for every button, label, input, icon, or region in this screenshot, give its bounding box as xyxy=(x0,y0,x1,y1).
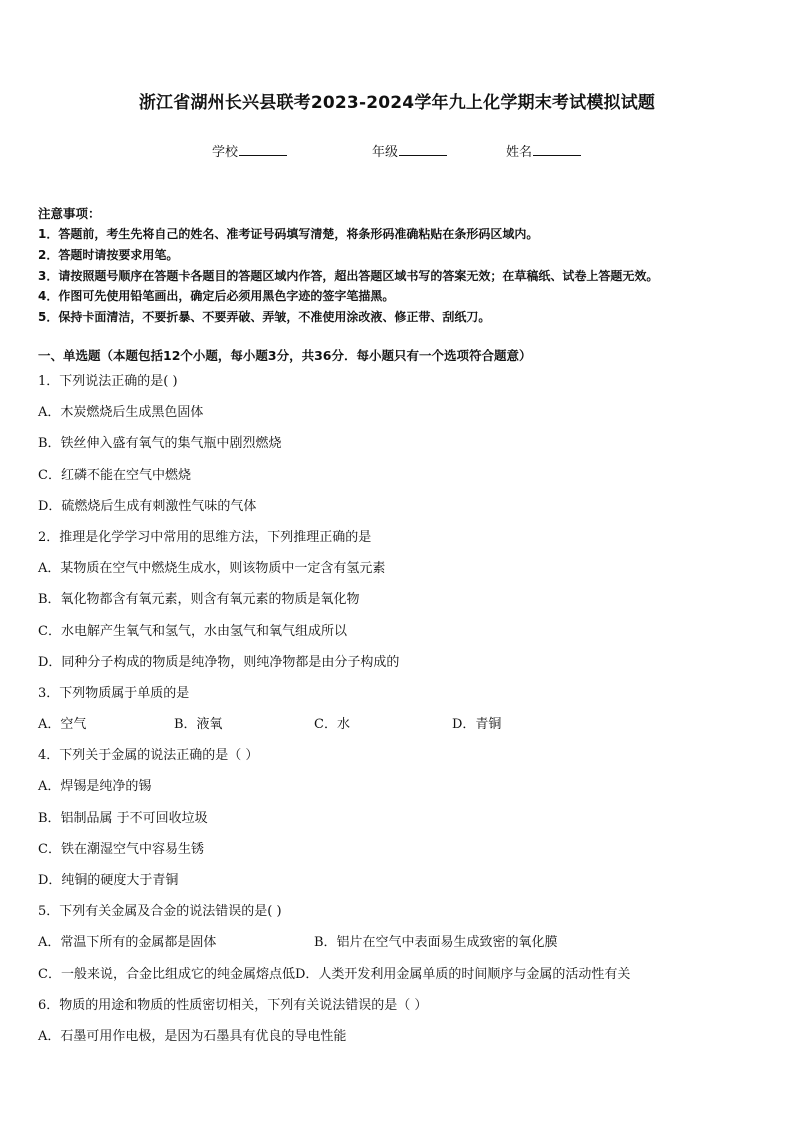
option: D．同种分子构成的物质是纯净物，则纯净物都是由分子构成的 xyxy=(38,654,400,670)
option: C．红磷不能在空气中燃烧 xyxy=(38,467,191,483)
name-blank xyxy=(533,142,581,156)
option: A．空气 xyxy=(38,717,87,733)
name-field xyxy=(506,141,581,160)
notice-list xyxy=(38,224,778,328)
notice-heading: 注意事项： xyxy=(38,206,101,221)
question-stem: 4．下列关于金属的说法正确的是（ ） xyxy=(38,748,259,764)
school-label: 学校 xyxy=(212,145,239,160)
notice-item: 2．答题时请按要求用笔。 xyxy=(38,247,179,262)
question-stem: 1．下列说法正确的是( ) xyxy=(38,374,178,389)
notice-item: 4．作图可先使用铅笔画出，确定后必须用黑色字迹的签字笔描黑。 xyxy=(38,289,395,304)
question-stem: 6．物质的用途和物质的性质密切相关，下列有关说法错误的是（ ） xyxy=(38,997,428,1013)
grade-label: 年级 xyxy=(372,145,399,160)
option: D．纯铜的硬度大于青铜 xyxy=(38,873,179,888)
notice-item: 1．答题前，考生先将自己的姓名、准考证号码填写清楚，将条形码准确粘贴在条形码区域内。 xyxy=(38,227,539,241)
option: A．某物质在空气中燃烧生成水，则该物质中一定含有氢元素 xyxy=(38,561,386,577)
option: B．铁丝伸入盛有氧气的集气瓶中剧烈燃烧 xyxy=(38,436,282,452)
option: B．铝制品属 于不可回收垃圾 xyxy=(38,810,208,826)
question-stem: 3．下列物质属于单质的是 xyxy=(38,685,190,701)
grade-field xyxy=(372,141,447,160)
option: A．木炭燃烧后生成黑色固体 xyxy=(38,405,204,421)
option-row xyxy=(38,931,778,962)
option: B．液氧 xyxy=(174,717,223,733)
question-stem: 5．下列有关金属及合金的说法错误的是( ) xyxy=(38,904,282,920)
question-stem: 2．推理是化学学习中常用的思维方法，下列推理正确的是 xyxy=(38,529,372,545)
option: B．铝片在空气中表面易生成致密的氧化膜 xyxy=(314,935,558,951)
option-row xyxy=(38,713,778,744)
section-heading: 一、单选题（本题包括12个小题，每小题3分，共36分．每小题只有一个选项符合题意） xyxy=(38,348,532,363)
option: A．石墨可用作电极，是因为石墨具有优良的导电性能 xyxy=(38,1028,347,1044)
option: D．青铜 xyxy=(452,717,502,733)
notice-item: 5．保持卡面清洁，不要折暴、不要弄破、弄皱，不准使用涂改液、修正带、刮纸刀。 xyxy=(38,310,491,325)
grade-blank xyxy=(399,142,447,156)
exam-title: 浙江省湖州长兴县联考2023-2024学年九上化学期末考试模拟试题 xyxy=(138,93,656,113)
school-blank xyxy=(239,142,287,156)
student-info-row xyxy=(0,141,794,161)
school-field xyxy=(212,141,287,160)
option-row: C．一般来说，合金比组成它的纯金属熔点低D．人类开发利用金属单质的时间顺序与金属的活动性有关 xyxy=(38,966,631,982)
option: D．硫燃烧后生成有刺激性气味的气体 xyxy=(38,498,257,514)
question-list xyxy=(38,370,778,1056)
name-label: 姓名 xyxy=(506,145,533,160)
option: C．铁在潮湿空气中容易生锈 xyxy=(38,841,204,857)
option: A．常温下所有的金属都是固体 xyxy=(38,935,217,951)
option: A．焊锡是纯净的锡 xyxy=(38,779,152,795)
option: C．水 xyxy=(314,717,350,733)
option: B．氧化物都含有氧元素，则含有氧元素的物质是氧化物 xyxy=(38,592,360,608)
option: C．水电解产生氧气和氢气，水由氢气和氧气组成所以 xyxy=(38,623,347,639)
notice-item: 3．请按照题号顺序在答题卡各题目的答题区域内作答，超出答题区域书写的答案无效；在草稿纸、试卷上答题无效。 xyxy=(38,268,659,283)
